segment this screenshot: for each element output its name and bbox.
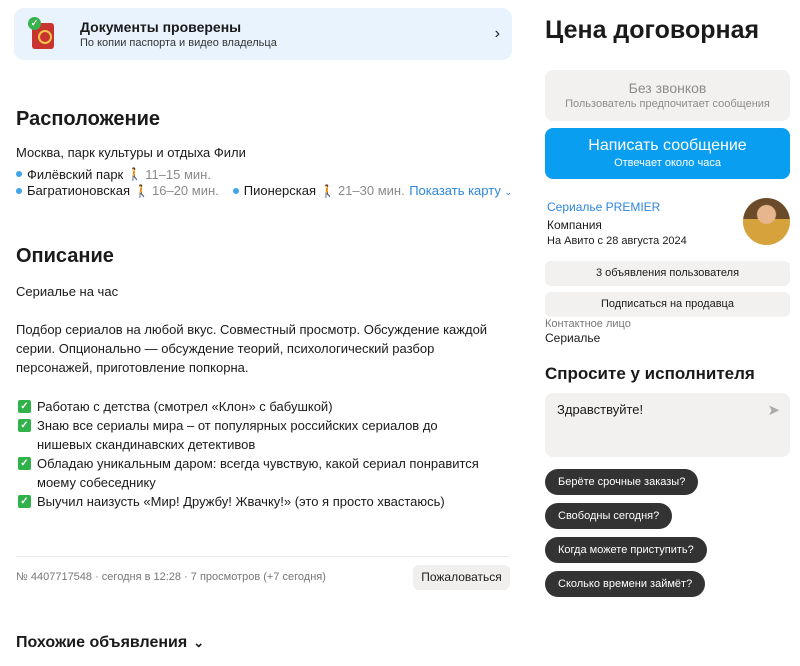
checkbox-icon: ✓ — [18, 419, 31, 432]
checkbox-icon: ✓ — [18, 400, 31, 413]
description-heading: Описание — [16, 245, 114, 267]
price: Цена договорная — [545, 16, 760, 44]
feature-item — [16, 397, 496, 416]
chevron-down-icon: ⌄ — [193, 635, 205, 650]
user-listings-button[interactable]: 3 объявления пользователя — [545, 261, 790, 286]
pedestrian-icon: 🚶 — [134, 183, 149, 198]
avatar[interactable] — [743, 198, 790, 245]
metro-station — [16, 167, 211, 182]
message-input[interactable] — [545, 393, 790, 457]
quick-question-chip[interactable]: Когда можете приступить? — [545, 537, 707, 563]
divider — [16, 556, 510, 557]
checkbox-icon: ✓ — [18, 457, 31, 470]
chevron-right-icon: › — [494, 25, 500, 42]
address: Москва, парк культуры и отдыха Фили — [16, 145, 246, 160]
metro-time: 16–20 мин. — [152, 183, 219, 198]
feature-item — [16, 492, 496, 511]
metro-name: Пионерская — [243, 183, 316, 198]
metro-dot-icon — [233, 188, 239, 194]
feature-text: Знаю все сериалы мира – от популярных российских сериалов до нишевых скандинавских детективов — [37, 418, 438, 452]
feature-text: Работаю с детства (смотрел «Клон» с бабушкой) — [37, 399, 333, 414]
ask-title: Спросите у исполнителя — [545, 364, 755, 383]
show-map-link[interactable] — [409, 183, 512, 198]
write-message-label: Написать сообщение — [588, 137, 747, 154]
show-map-label: Показать карту — [409, 183, 501, 198]
docs-title: Документы проверены — [80, 19, 242, 35]
features-list — [16, 397, 496, 511]
quick-question-chip[interactable]: Берёте срочные заказы? — [545, 469, 698, 495]
similar-label: Похожие объявления — [16, 634, 188, 651]
checkbox-icon: ✓ — [18, 495, 31, 508]
feature-item — [16, 416, 496, 454]
write-message-button[interactable] — [545, 128, 790, 179]
metro-name: Филёвский парк — [27, 166, 124, 182]
report-button[interactable]: Пожаловаться — [413, 565, 510, 590]
similar-listings-toggle[interactable] — [16, 634, 204, 652]
passport-icon: ✓ — [28, 17, 58, 51]
listing-meta: № 4407717548 · сегодня в 12:28 · 7 просмотров (+7 сегодня) — [16, 571, 326, 583]
seller-since: На Авито с 28 августа 2024 — [547, 235, 687, 247]
no-calls-subtitle: Пользователь предпочитает сообщения — [565, 98, 770, 110]
location-heading: Расположение — [16, 108, 161, 130]
contact-label: Контактное лицо — [545, 318, 631, 330]
response-time: Отвечает около часа — [614, 157, 721, 169]
feature-item — [16, 454, 496, 492]
pedestrian-icon: 🚶 — [319, 183, 335, 198]
no-calls-title: Без звонков — [628, 80, 707, 96]
documents-verified-card[interactable] — [14, 8, 512, 60]
metro-dot-icon — [16, 188, 22, 194]
metro-time: 11–15 мин. — [145, 166, 211, 182]
contact-name: Сериалье — [545, 331, 601, 345]
pedestrian-icon: 🚶 — [127, 167, 143, 181]
no-calls-box — [545, 70, 790, 121]
feature-text: Выучил наизусть «Мир! Дружбу! Жвачку!» (это я просто хвастаюсь) — [37, 494, 445, 509]
subscribe-button[interactable]: Подписаться на продавца — [545, 292, 790, 317]
metro-station — [233, 183, 405, 198]
seller-name-link[interactable]: Сериалье PREMIER — [547, 200, 661, 214]
metro-time: 21–30 мин. — [337, 183, 405, 198]
metro-dot-icon — [16, 171, 22, 177]
send-icon[interactable]: ➤ — [767, 402, 780, 419]
quick-question-chip[interactable]: Сколько времени займёт? — [545, 571, 705, 597]
quick-question-chip[interactable]: Свободны сегодня? — [545, 503, 672, 529]
seller-type: Компания — [547, 218, 602, 232]
message-text: Здравствуйте! — [557, 402, 644, 417]
chevron-down-icon: ⌄ — [504, 187, 512, 197]
metro-name: Багратионовская — [27, 183, 131, 198]
metro-station — [16, 183, 219, 198]
description-title: Сериалье на час — [16, 284, 119, 299]
feature-text: Обладаю уникальным даром: всегда чувствую, какой сериал понравится моему собеседнику — [37, 456, 479, 490]
docs-subtitle: По копии паспорта и видео владельца — [80, 37, 277, 49]
description-paragraph: Подбор сериалов на любой вкус. Совместный просмотр. Обсуждение каждой серии. Опционально — обсуждение теорий, психологический разбор персонажей, приготовление попкорна. — [16, 322, 488, 375]
